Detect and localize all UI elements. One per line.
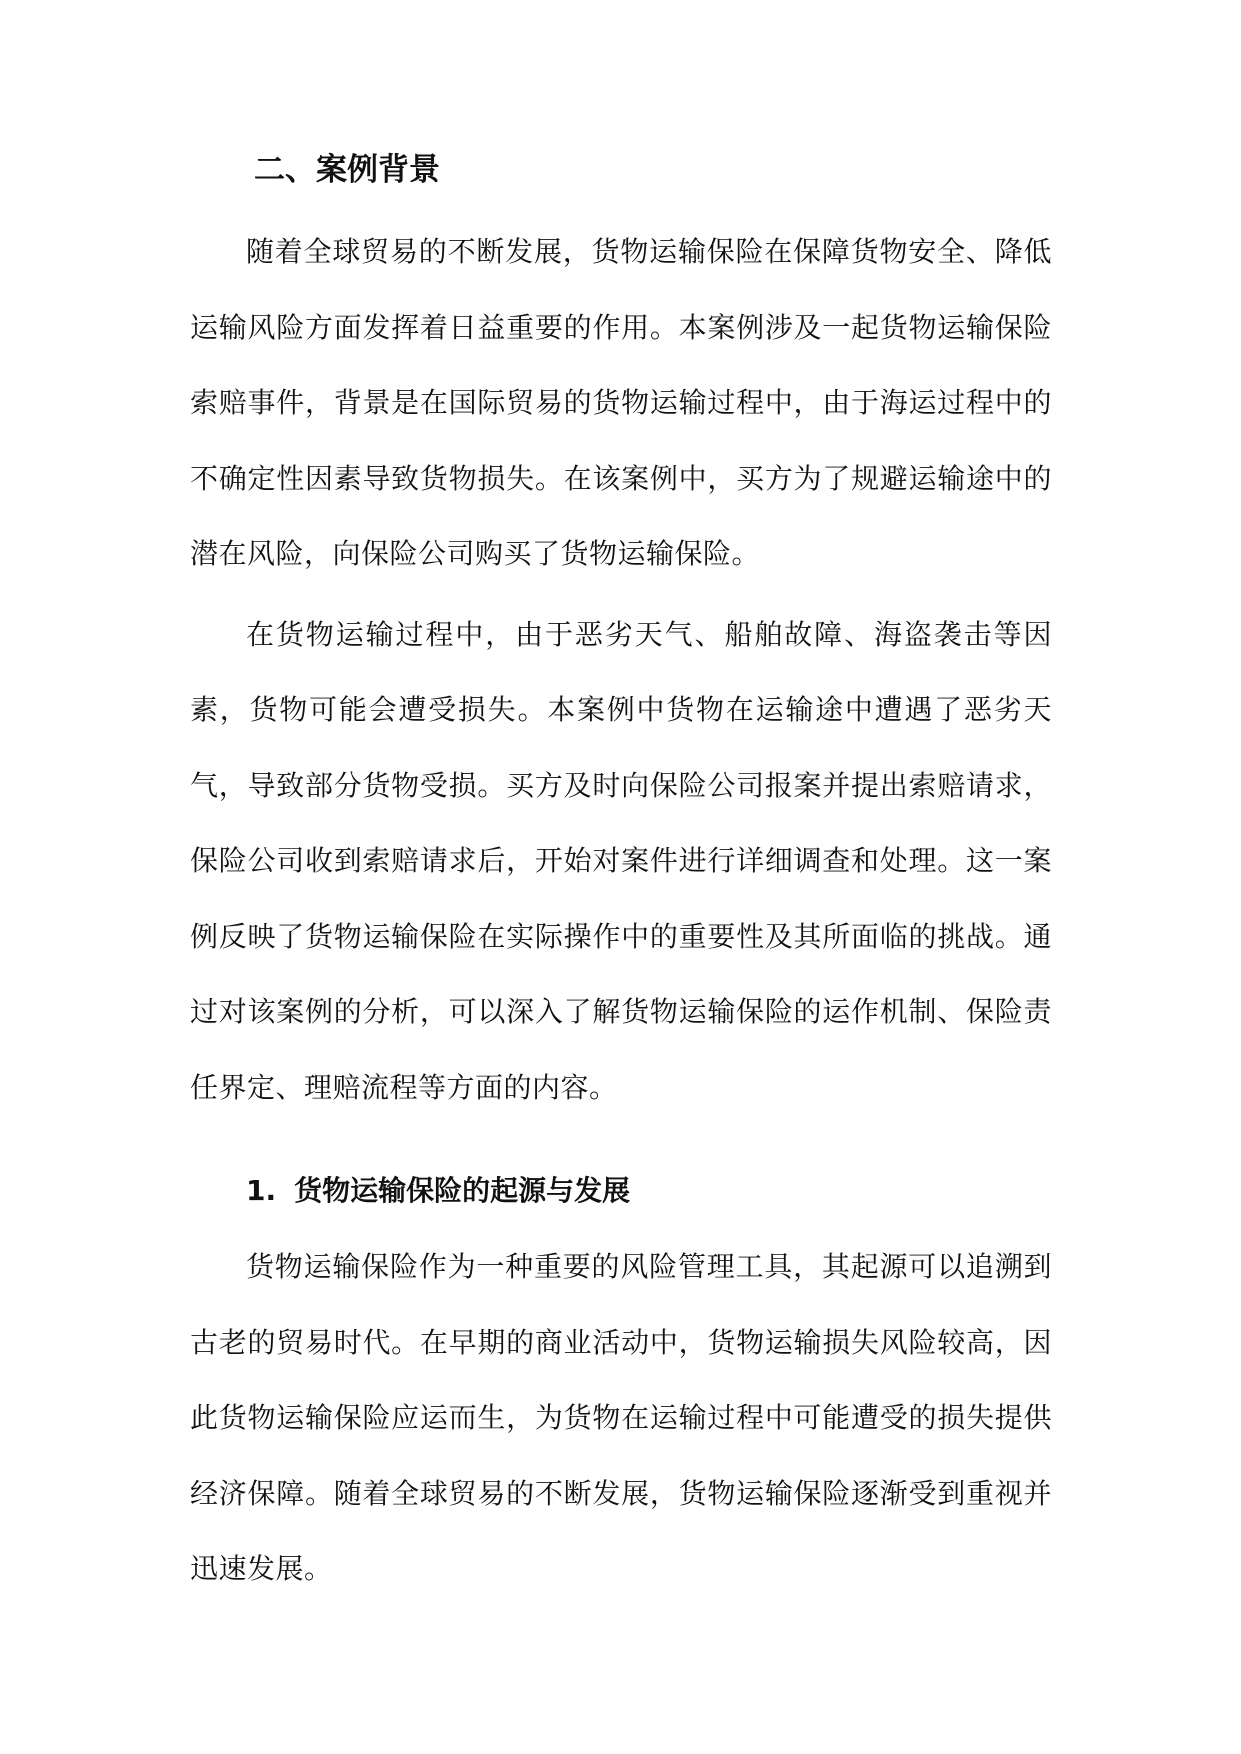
paragraph: 随着全球贸易的不断发展，货物运输保险在保障货物安全、降低运输风险方面发挥着日益重要的作用。本案例涉及一起货物运输保险索赔事件，背景是在国际贸易的货物运输过程中，由于海运过程中的不确定性因素导致货物损失。在该案例中，买方为了规避运输途中的潜在风险，向保险公司购买了货物运输保险。 bbox=[190, 235, 1052, 570]
subsection-heading bbox=[246, 1161, 1052, 1221]
paragraph: 在货物运输过程中，由于恶劣天气、船舶故障、海盗袭击等因素，货物可能会遭受损失。本案例中货物在运输途中遭遇了恶劣天气，导致部分货物受损。买方及时向保险公司报案并提出索赔请求，保险公司收到索赔请求后，开始对案件进行详细调查和处理。这一案例反映了货物运输保险在实际操作中的重要性及其所面临的挑战。通过对该案例的分析，可以深入了解货物运输保险的运作机制、保险责任界定、理赔流程等方面的内容。 bbox=[190, 617, 1052, 1104]
subsection-number: 1. bbox=[246, 1174, 277, 1207]
section-heading: 二、案例背景 bbox=[254, 152, 440, 188]
paragraph: 货物运输保险作为一种重要的风险管理工具，其起源可以追溯到古老的贸易时代。在早期的商业活动中，货物运输损失风险较高，因此货物运输保险应运而生，为货物在运输过程中可能遭受的损失提供经济保障。随着全球贸易的不断发展，货物运输保险逐渐受到重视并迅速发展。 bbox=[190, 1250, 1052, 1585]
subsection-heading-text: 货物运输保险的起源与发展 bbox=[294, 1174, 631, 1207]
document-body bbox=[190, 140, 1052, 1607]
